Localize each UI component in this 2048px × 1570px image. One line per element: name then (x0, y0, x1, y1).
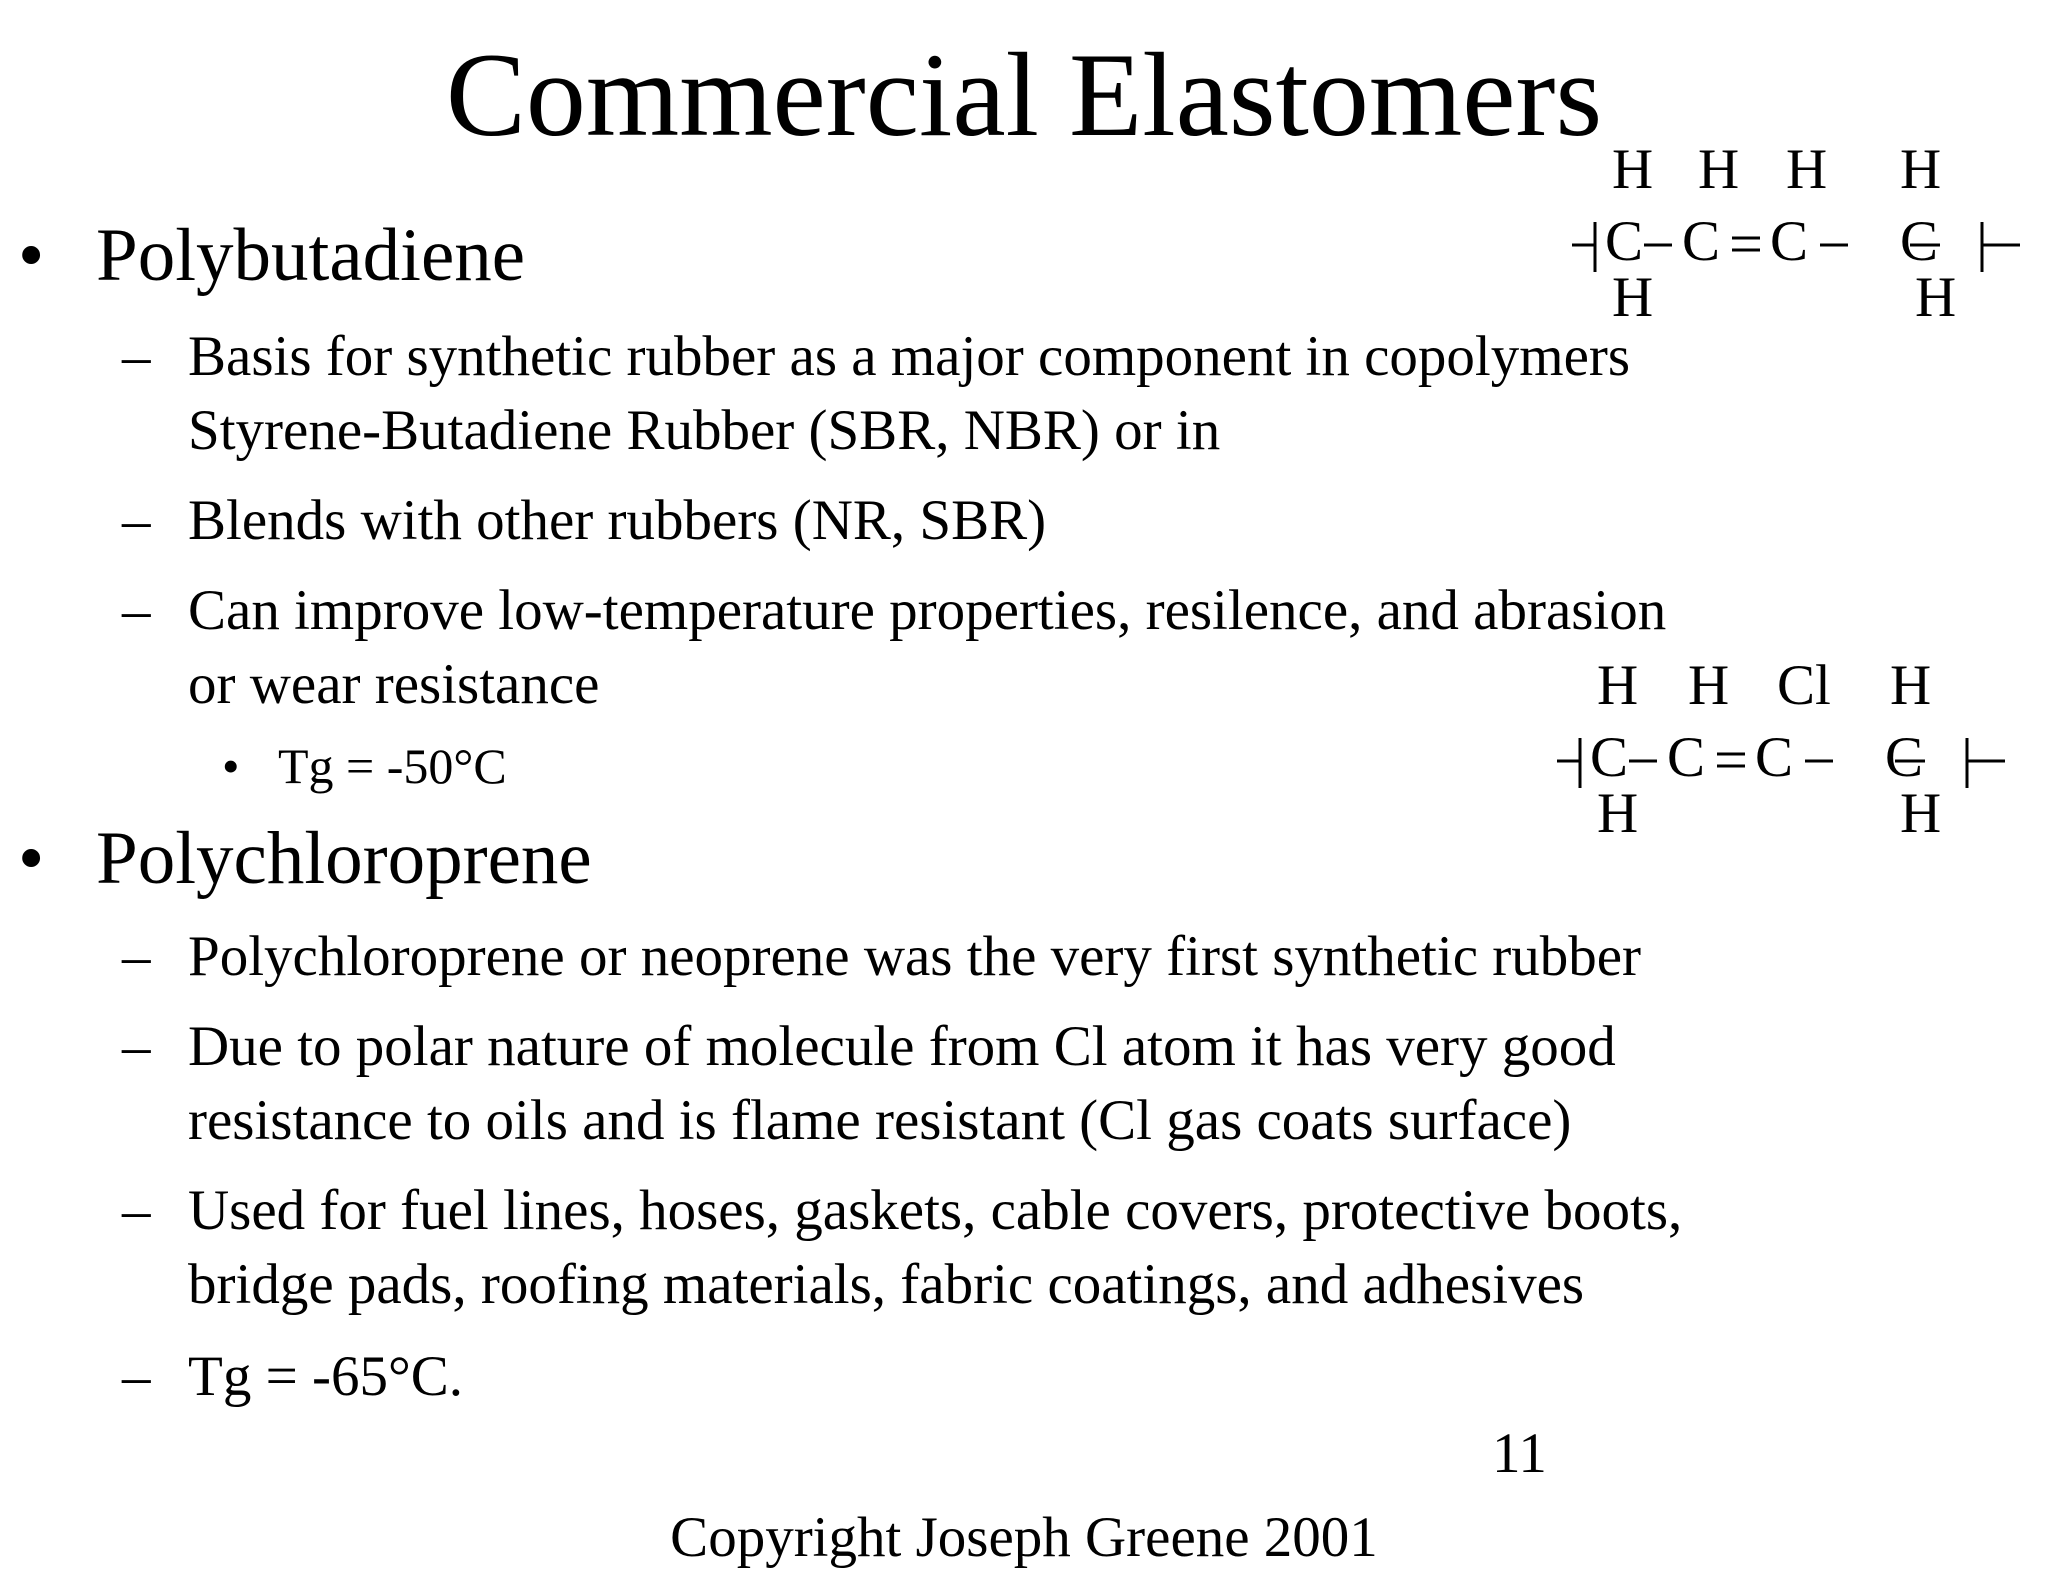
bullet-icon: • (18, 817, 45, 900)
atom-label: H (1612, 138, 1654, 201)
dash-icon: – (122, 579, 151, 642)
list-item-line: Styrene-Butadiene Rubber (SBR, NBR) or in (188, 399, 1221, 462)
list-item-line: Polychloroprene or neoprene was the very first synthetic rubber (188, 925, 1642, 988)
atom-label: H (1786, 138, 1828, 201)
atom-label: H (1688, 654, 1730, 717)
atom-label: H (1698, 138, 1740, 201)
list-item-line: resistance to oils and is flame resistant (Cl gas coats surface) (188, 1089, 1572, 1152)
atom-label: Cl (1777, 654, 1831, 717)
atom-label: H (1900, 782, 1942, 845)
atom-label: C (1900, 210, 1939, 273)
dash-icon: – (122, 1179, 151, 1242)
list-item-line: Due to polar nature of molecule from Cl atom it has very good (188, 1015, 1616, 1078)
section-heading-text: Polybutadiene (96, 214, 526, 297)
list-item-line: Can improve low-temperature properties, resilence, and abrasion (188, 579, 1667, 642)
dash-icon: – (122, 925, 151, 988)
dash-icon: – (122, 325, 151, 388)
page-number: 11 (1492, 1422, 1547, 1485)
copyright-footer: Copyright Joseph Greene 2001 (670, 1506, 1378, 1569)
atom-label: H (1597, 654, 1639, 717)
list-item-line: Tg = -65°C. (188, 1345, 464, 1408)
atom-label: C (1605, 210, 1644, 273)
atom-label: C (1770, 210, 1809, 273)
dash-icon: – (122, 489, 151, 552)
bullet-icon: • (18, 214, 45, 297)
atom-label: H (1900, 138, 1942, 201)
atom-label: H (1890, 654, 1932, 717)
dash-icon: – (122, 1015, 151, 1078)
list-item-line: or wear resistance (188, 653, 600, 716)
atom-label: H (1612, 266, 1654, 329)
atom-label: H (1597, 782, 1639, 845)
atom-label: C (1590, 726, 1629, 789)
atom-label: C (1667, 726, 1706, 789)
atom-label: C (1755, 726, 1794, 789)
slide-title: Commercial Elastomers (445, 28, 1603, 161)
polybutadiene-structure (1560, 140, 2030, 330)
polychloroprene-structure (1545, 656, 2015, 846)
list-item-line: bridge pads, roofing materials, fabric coatings, and adhesives (188, 1253, 1585, 1316)
atom-label: C (1682, 210, 1721, 273)
list-item-line: Blends with other rubbers (NR, SBR) (188, 489, 1047, 552)
section-heading-text: Polychloroprene (96, 817, 592, 900)
bullet-icon: • (222, 738, 240, 794)
atom-label: H (1915, 266, 1957, 329)
sub-list-item-text: Tg = -50°C (278, 738, 507, 794)
list-item-line: Basis for synthetic rubber as a major component in copolymers (188, 325, 1631, 388)
atom-label: C (1885, 726, 1924, 789)
dash-icon: – (122, 1345, 151, 1408)
list-item-line: Used for fuel lines, hoses, gaskets, cable covers, protective boots, (188, 1179, 1683, 1242)
